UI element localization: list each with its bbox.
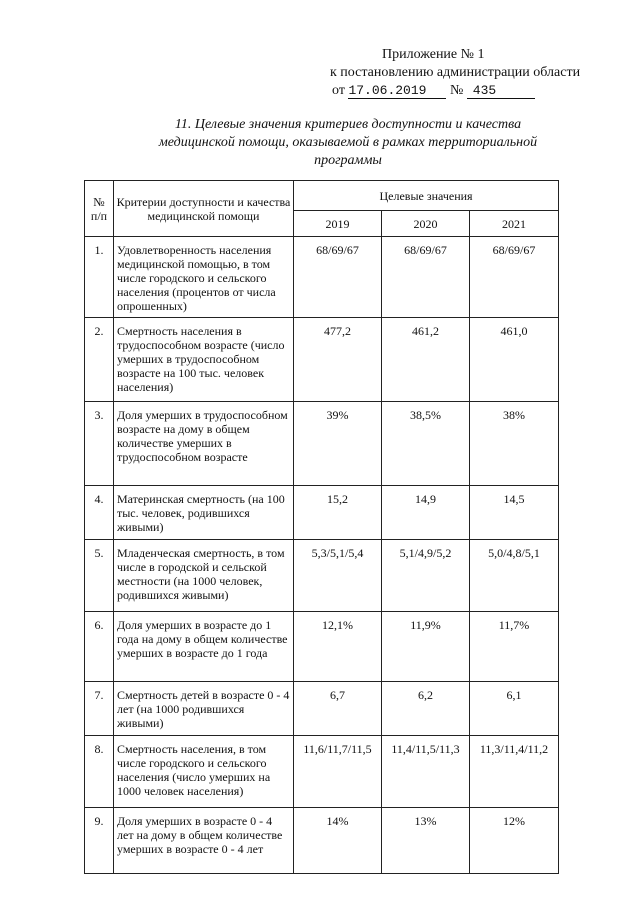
row-value-2020: 461,2 <box>382 318 470 402</box>
row-number: 5. <box>85 540 114 612</box>
row-number: 1. <box>85 237 114 318</box>
criteria-table <box>84 180 559 874</box>
row-value-2020: 13% <box>382 808 470 874</box>
header-target-values: Целевые значения <box>294 181 559 211</box>
row-number: 3. <box>85 402 114 486</box>
row-number: 4. <box>85 486 114 540</box>
appendix-number: 435 <box>467 84 535 99</box>
row-value-2020: 11,9% <box>382 612 470 682</box>
row-value-2019: 11,6/11,7/11,5 <box>294 736 382 808</box>
row-criteria: Младенческая смертность, в том числе в городской и сельской местности (на 1000 человек, родившихся живыми) <box>114 540 294 612</box>
row-value-2020: 68/69/67 <box>382 237 470 318</box>
row-value-2021: 68/69/67 <box>470 237 559 318</box>
row-value-2019: 6,7 <box>294 682 382 736</box>
table-row <box>85 736 559 808</box>
row-criteria: Доля умерших в возрасте 0 - 4 лет на дому в общем количестве умерших в возрасте 0 - 4 лет <box>114 808 294 874</box>
row-value-2021: 38% <box>470 402 559 486</box>
section-title-line3: программы <box>314 153 382 168</box>
table-row <box>85 402 559 486</box>
row-criteria: Доля умерших в возрасте до 1 года на дому в общем количестве умерших в возрасте до 1 года <box>114 612 294 682</box>
appendix-date: 17.06.2019 <box>348 84 446 99</box>
header-year-2019: 2019 <box>294 211 382 237</box>
row-criteria: Смертность населения в трудоспособном возрасте (число умерших в трудоспособном возрасте на 100 тыс. человек населения) <box>114 318 294 402</box>
row-value-2020: 5,1/4,9/5,2 <box>382 540 470 612</box>
table-row <box>85 237 559 318</box>
row-value-2019: 15,2 <box>294 486 382 540</box>
row-value-2019: 477,2 <box>294 318 382 402</box>
section-title-line1: 11. Целевые значения критериев доступности и качества <box>174 117 522 132</box>
row-criteria: Удовлетворенность населения медицинской помощью, в том числе городского и сельского населения (процентов от числа опрошенных) <box>114 237 294 318</box>
row-value-2020: 6,2 <box>382 682 470 736</box>
appendix-title: Приложение № 1 <box>382 47 485 62</box>
row-value-2021: 11,7% <box>470 612 559 682</box>
header-year-2021: 2021 <box>470 211 559 237</box>
row-value-2021: 12% <box>470 808 559 874</box>
row-criteria: Смертность населения, в том числе городского и сельского населения (число умерших на 1000 человек населения) <box>114 736 294 808</box>
row-criteria: Доля умерших в трудоспособном возрасте на дому в общем количестве умерших в трудоспособном возрасте <box>114 402 294 486</box>
row-value-2019: 12,1% <box>294 612 382 682</box>
appendix-subtitle: к постановлению администрации области <box>330 65 581 80</box>
row-number: 6. <box>85 612 114 682</box>
row-value-2019: 5,3/5,1/5,4 <box>294 540 382 612</box>
row-value-2021: 14,5 <box>470 486 559 540</box>
row-criteria: Материнская смертность (на 100 тыс. человек, родившихся живыми) <box>114 486 294 540</box>
row-number: 9. <box>85 808 114 874</box>
table-row <box>85 318 559 402</box>
table-row <box>85 682 559 736</box>
table-row <box>85 486 559 540</box>
table-row <box>85 612 559 682</box>
row-value-2020: 14,9 <box>382 486 470 540</box>
row-value-2021: 5,0/4,8/5,1 <box>470 540 559 612</box>
header-num: № п/п <box>85 181 114 237</box>
table-body <box>85 237 559 874</box>
section-title <box>88 116 608 170</box>
row-number: 2. <box>85 318 114 402</box>
header-year-2020: 2020 <box>382 211 470 237</box>
row-value-2021: 461,0 <box>470 318 559 402</box>
row-value-2021: 6,1 <box>470 682 559 736</box>
number-label: № <box>449 83 464 98</box>
row-value-2019: 39% <box>294 402 382 486</box>
row-value-2021: 11,3/11,4/11,2 <box>470 736 559 808</box>
date-prefix: от <box>332 83 345 98</box>
table-row <box>85 540 559 612</box>
row-value-2019: 14% <box>294 808 382 874</box>
row-number: 7. <box>85 682 114 736</box>
header-criteria: Критерии доступности и качества медицинской помощи <box>114 181 294 237</box>
row-value-2020: 11,4/11,5/11,3 <box>382 736 470 808</box>
row-number: 8. <box>85 736 114 808</box>
appendix-header <box>316 46 606 100</box>
section-title-line2: медицинской помощи, оказываемой в рамках территориальной <box>158 135 538 150</box>
row-value-2019: 68/69/67 <box>294 237 382 318</box>
row-criteria: Смертность детей в возрасте 0 - 4 лет (на 1000 родившихся живыми) <box>114 682 294 736</box>
appendix-date-line <box>316 82 606 100</box>
table-row <box>85 808 559 874</box>
row-value-2020: 38,5% <box>382 402 470 486</box>
